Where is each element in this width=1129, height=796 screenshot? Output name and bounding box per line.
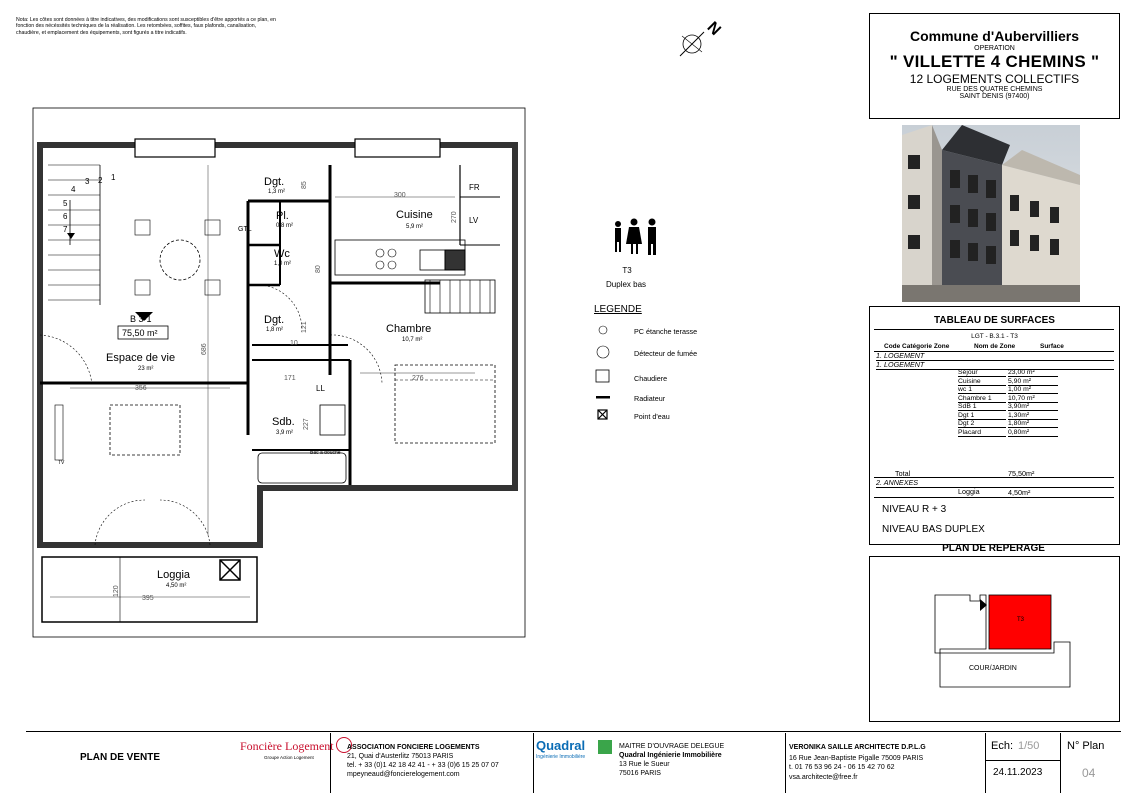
level-1: NIVEAU R + 3 <box>882 504 947 515</box>
label-tv: TV <box>58 460 65 466</box>
operation-name: " VILLETTE 4 CHEMINS " <box>889 52 1100 71</box>
surface-row-value: 1,80m² <box>1008 420 1058 428</box>
dim-395: 395 <box>142 595 154 602</box>
total-label: Total <box>895 469 911 478</box>
surfaces-table <box>869 306 1120 545</box>
surface-row-name: Séjour <box>958 369 1006 377</box>
family-icon <box>608 218 668 256</box>
plan-number-value: 04 <box>1082 766 1096 780</box>
label-gtl: GTL <box>238 226 252 233</box>
level-2: NIVEAU BAS DUPLEX <box>882 524 985 535</box>
surface-row-value: 10,70 m² <box>1008 395 1058 403</box>
surface-row-value: 23,00 m² <box>1008 369 1058 377</box>
room-dgt2-area: 1,8 m² <box>266 327 284 333</box>
compass-north-letter: N <box>703 18 724 40</box>
label-lv: LV <box>469 216 479 225</box>
dim-300: 300 <box>394 192 406 199</box>
surfaces-title: TABLEAU DE SURFACES <box>934 315 1055 326</box>
col-code: Code Catégorie Zone <box>884 343 950 350</box>
dim-276: 276 <box>412 375 424 382</box>
surface-row-name: Chambre 1 <box>958 395 1006 403</box>
surface-row-value: 1,00 m² <box>1008 386 1058 394</box>
room-loggia-name: Loggia <box>157 569 191 581</box>
architect-mail: vsa.architecte@free.fr <box>789 774 858 781</box>
dim-227: 227 <box>303 418 310 430</box>
dim-356: 356 <box>135 385 147 392</box>
reperage-plan <box>870 557 1119 721</box>
label-fr: FR <box>469 183 480 192</box>
mod-name: Quadral Ingénierie Immobilière <box>619 752 722 759</box>
room-cuisine-name: Cuisine <box>396 209 433 221</box>
surface-row-value: 3,90m² <box>1008 403 1058 411</box>
room-sejour-area: 23 m² <box>138 366 154 372</box>
operation-label: OPERATION <box>974 45 1015 52</box>
echelle-value: 1/50 <box>1018 740 1040 752</box>
surface-row-value: 1,30m² <box>1008 412 1058 420</box>
architect-tel: t. 01 76 53 96 24 - 06 15 42 70 62 <box>789 764 895 771</box>
surface-row-name: Dgt 2 <box>958 420 1006 428</box>
total-value: 75,50m² <box>1008 469 1035 478</box>
quadral-logo: Quadral <box>536 738 586 753</box>
city-name: SAINT DENIS (97400) <box>959 93 1030 100</box>
loggia-value: 4,50m² <box>1008 488 1031 497</box>
echelle-label: Ech: <box>991 740 1014 752</box>
stair-step-4: 4 <box>71 185 76 194</box>
legend-item-radiateur: Radiateur <box>634 394 666 403</box>
loggia-name: Loggia <box>958 487 980 496</box>
surface-row-name: Cuisine <box>958 378 1006 386</box>
room-sejour-name: Espace de vie <box>106 352 176 364</box>
legend-item-point-eau: Point d'eau <box>634 412 670 421</box>
assoc-mail: mpeyneaud@foncierelogement.com <box>347 771 460 778</box>
lot-area: 75,50 m² <box>122 328 158 338</box>
plan-number-label: N° Plan <box>1067 740 1105 752</box>
stair-step-1: 1 <box>111 173 116 182</box>
room-chambre-name: Chambre <box>386 323 432 335</box>
assoc-address: 21, Quai d'Austerlitz 75013 PARIS <box>347 753 454 760</box>
stair-step-7: 7 <box>63 225 68 234</box>
room-chambre-area: 10,7 m² <box>402 337 423 343</box>
room-cuisine-area: 5,9 m² <box>406 224 424 230</box>
room-sdb-area: 3,9 m² <box>276 430 294 436</box>
room-dgt2-name: Dgt. <box>264 314 285 326</box>
reperage-box <box>869 556 1120 722</box>
surface-row-name: Dgt 1 <box>958 412 1006 420</box>
typology-subtitle: Duplex bas <box>606 280 647 289</box>
category-1: 1. LOGEMENT <box>876 351 1114 361</box>
street-name: RUE DES QUATRE CHEMINS <box>946 86 1043 93</box>
dim-85: 85 <box>301 181 308 189</box>
mod-address-2: 75016 PARIS <box>619 770 661 777</box>
legend-title: LEGENDE <box>594 304 642 315</box>
surface-row-name: wc 1 <box>958 386 1006 394</box>
col-surface: Surface <box>1040 343 1064 350</box>
fonciere-tagline: Groupe Action Logement <box>264 755 314 760</box>
commune-name: Commune d'Aubervilliers <box>909 28 1080 44</box>
room-wc-area: 1,0 m² <box>274 261 292 267</box>
dim-270: 270 <box>451 211 458 223</box>
surfaces-subtitle: LGT - B.3.1 - T3 <box>971 333 1018 340</box>
logements-count: 12 LOGEMENTS COLLECTIFS <box>909 72 1080 86</box>
lot-label: B 3-1 <box>130 314 152 324</box>
dim-686: 686 <box>201 343 208 355</box>
mod-address-1: 13 Rue le Sueur <box>619 761 670 768</box>
pc-socket-icon <box>599 326 607 334</box>
label-ll: LL <box>316 384 325 393</box>
surface-row-name: SdB 1 <box>958 403 1006 411</box>
surface-row-value: 0,80m² <box>1008 429 1058 437</box>
room-placard-area: 0,8 m² <box>276 223 294 229</box>
assoc-tel: tel. + 33 (0)1 42 18 42 41 - + 33 (0)6 15 25 07 07 <box>347 762 499 769</box>
quadral-tagline: Ingénierie Immobilière <box>536 754 586 760</box>
boiler-icon <box>596 370 609 382</box>
plan-date: 24.11.2023 <box>993 767 1043 778</box>
mod-title: MAITRE D'OUVRAGE DELEGUE <box>619 743 725 750</box>
stair-step-3: 3 <box>85 177 90 186</box>
stair-step-6: 6 <box>63 212 68 221</box>
col-nom: Nom de Zone <box>974 343 1016 350</box>
dim-171: 171 <box>284 375 296 382</box>
annexes-label: 2. ANNEXES <box>876 478 1114 488</box>
room-sdb-name: Sdb. <box>272 416 295 428</box>
legend-item-pc: PC étanche terasse <box>634 327 698 336</box>
surface-row-value: 5,90 m² <box>1008 378 1058 386</box>
water-point-icon <box>598 410 607 419</box>
dim-120: 120 <box>113 585 120 597</box>
plan-de-vente-label: PLAN DE VENTE <box>80 752 161 763</box>
label-bac-douche: Bac à douche <box>310 450 341 456</box>
architect-title: VERONIKA SAILLE ARCHITECTE D.P.L.G <box>789 744 926 751</box>
reperage-unit-label: T3 <box>1017 617 1025 623</box>
reperage-title: PLAN DE REPERAGE <box>942 543 1045 554</box>
room-dgt1-name: Dgt. <box>264 176 285 188</box>
north-arrow-icon <box>672 18 724 66</box>
smoke-detector-icon <box>597 346 609 358</box>
dim-80: 80 <box>315 265 322 273</box>
room-loggia-area: 4,50 m² <box>166 583 187 589</box>
dim-121: 121 <box>301 321 308 333</box>
dim-10: 10 <box>290 340 298 347</box>
reperage-court-label: COUR/JARDIN <box>969 665 1017 672</box>
assoc-title: ASSOCIATION FONCIERE LOGEMENTS <box>347 744 480 751</box>
building-rendering-image <box>902 125 1080 302</box>
floor-plan <box>30 105 530 640</box>
legend-item-detecteur: Détecteur de fumée <box>634 349 698 358</box>
room-placard-name: Pl. <box>276 210 289 222</box>
architect-address: 16 Rue Jean-Baptiste Pigalle 75009 PARIS <box>789 755 924 762</box>
typology-type: T3 <box>622 266 632 275</box>
stair-step-2: 2 <box>98 176 103 185</box>
category-2: 1. LOGEMENT <box>876 360 1114 370</box>
legend-item-chaudiere: Chaudiere <box>634 374 668 383</box>
surface-row-name: Placard <box>958 429 1006 437</box>
radiator-icon <box>596 396 610 399</box>
quadral-logo-icon <box>598 740 612 754</box>
disclaimer-note: Nota: Les côtes sont données à titre indicatives, des modifications sont susceptibles d'être apportés a ce plan, en fonction des nécéssités techniques de la réalisation. Les retombées, soffites, faux plafonds, canalisation, chaudière, et emplacement des équipements, sont figurés a titre indicatifs. <box>16 17 276 36</box>
fonciere-logo: Foncière Logement <box>240 739 334 753</box>
room-dgt1-area: 1,3 m² <box>268 189 286 195</box>
project-title-block <box>869 13 1120 119</box>
room-wc-name: Wc <box>274 248 290 260</box>
stair-step-5: 5 <box>63 199 68 208</box>
